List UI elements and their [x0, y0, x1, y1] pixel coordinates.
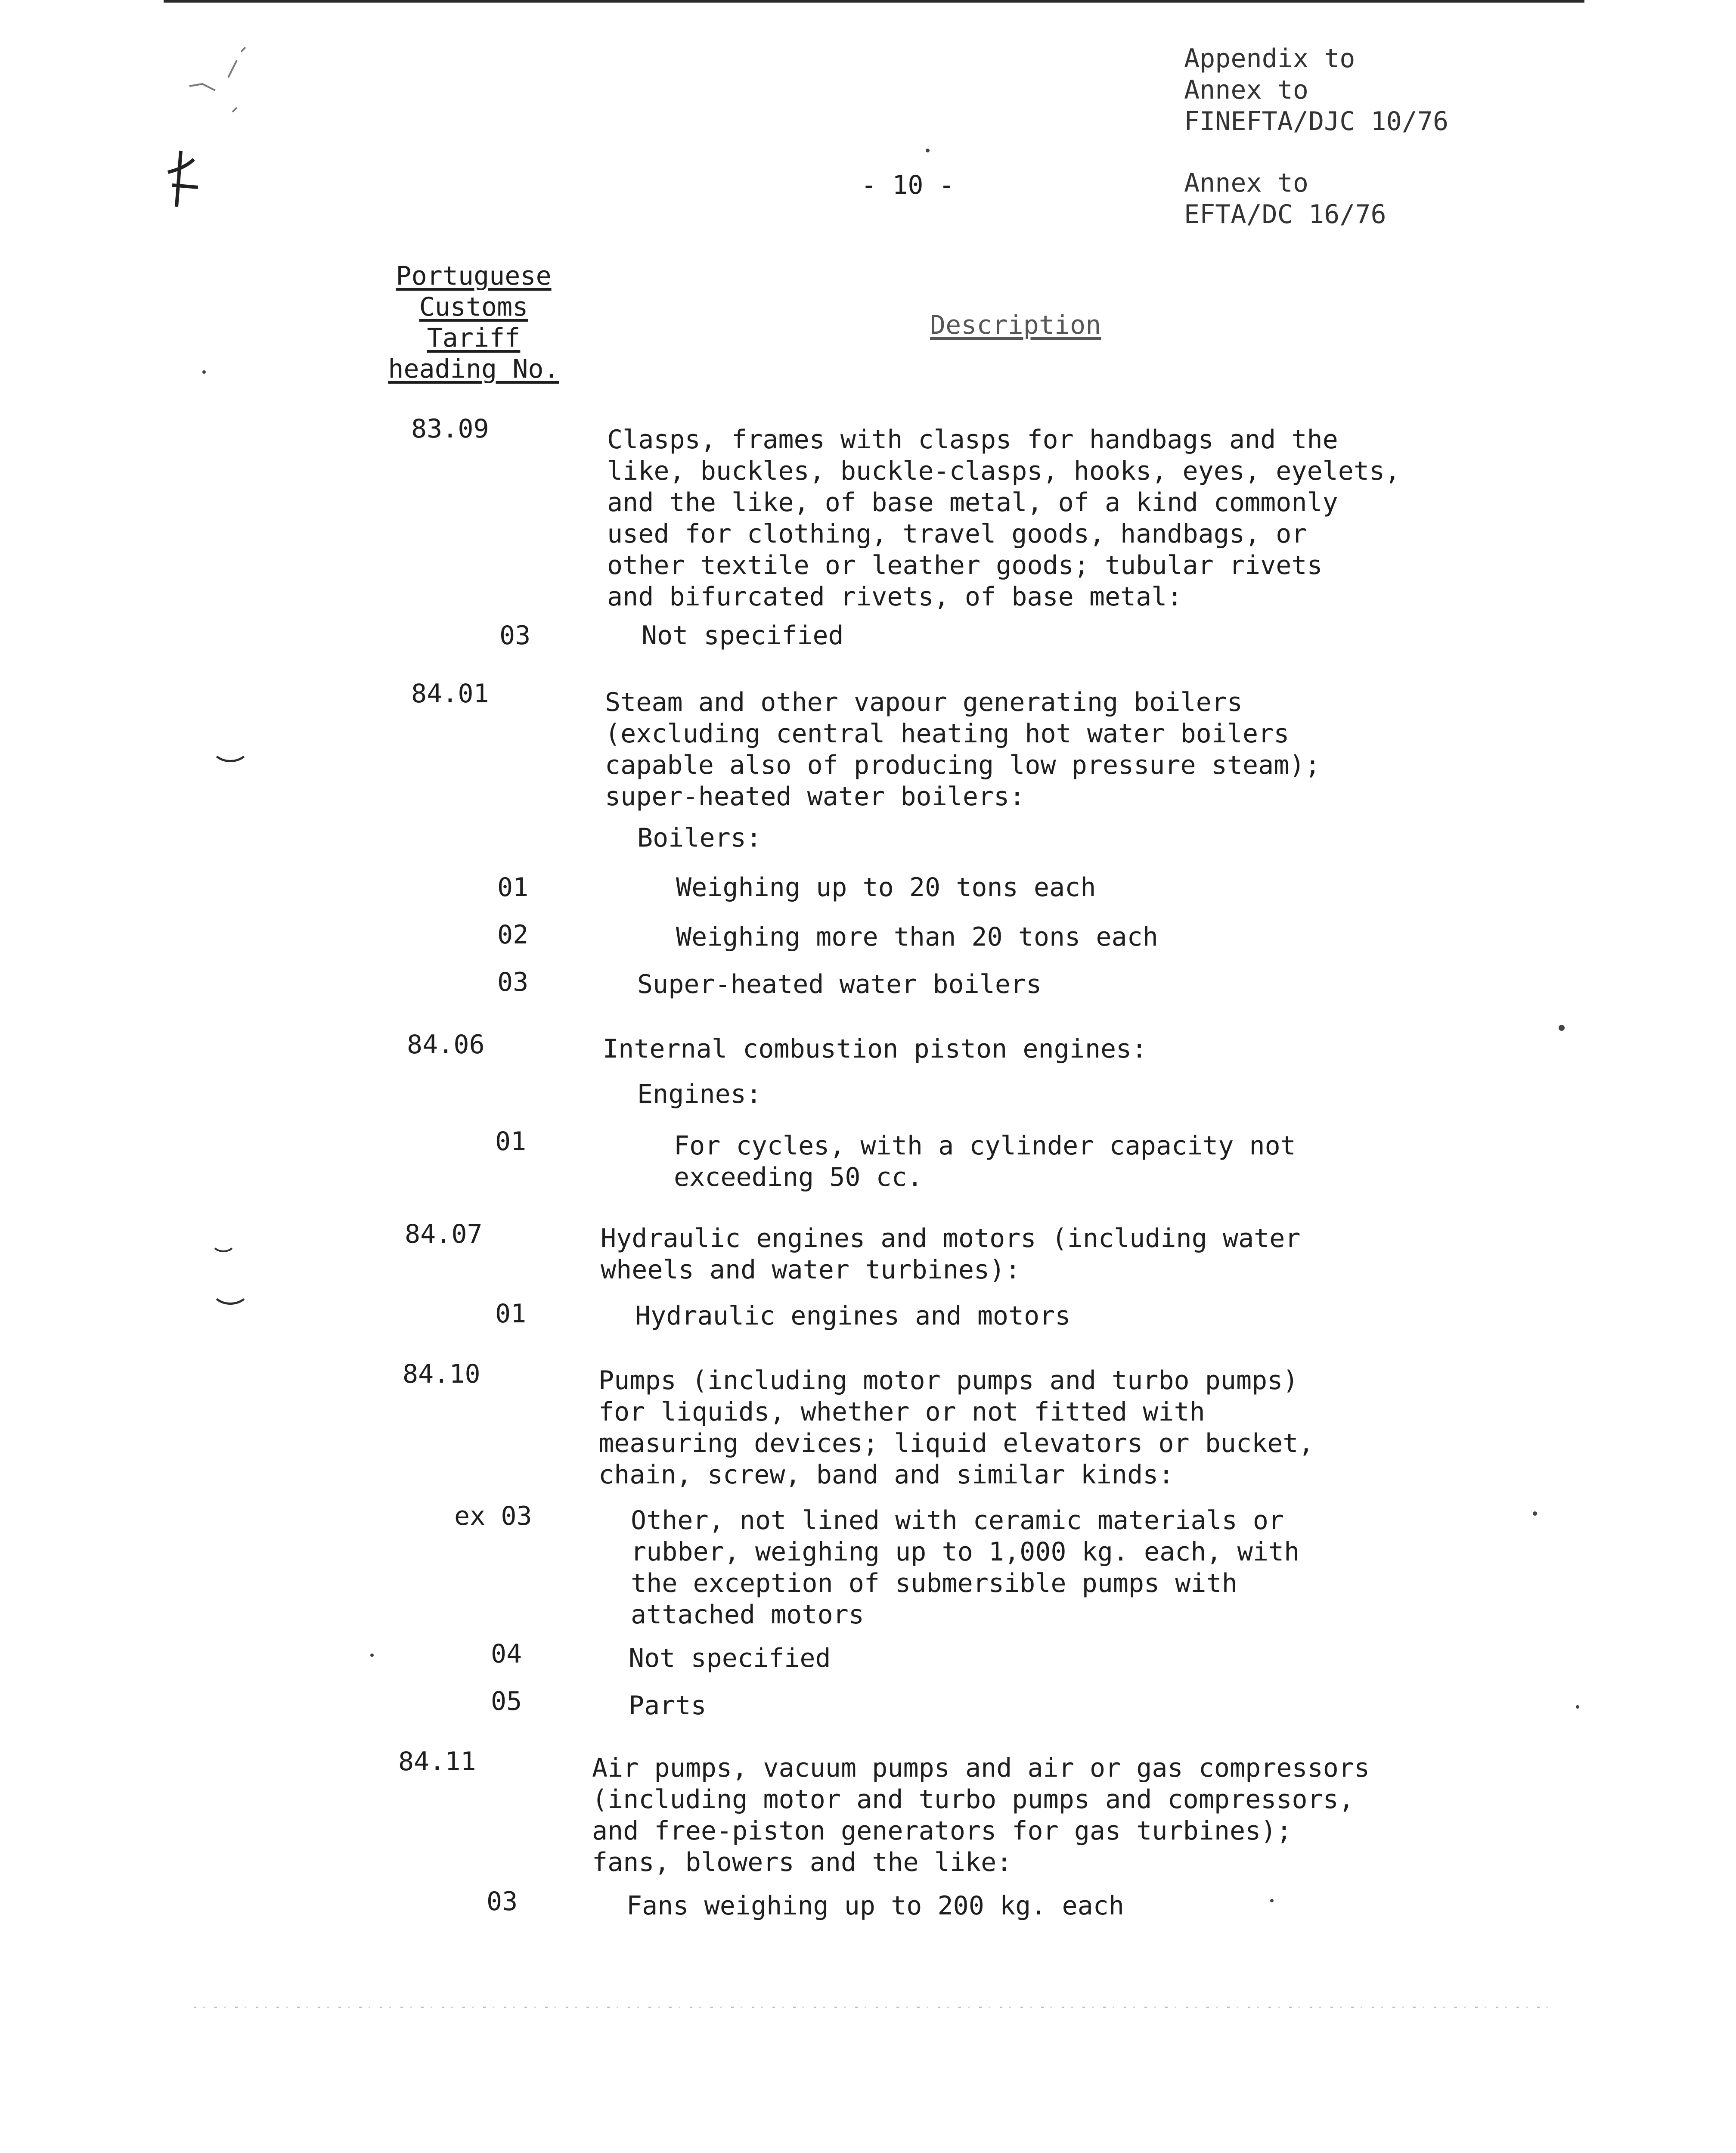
speck [1576, 1705, 1579, 1709]
hole-punch-mark-icon [211, 732, 250, 762]
speck [1533, 1511, 1537, 1516]
ref-line: Annex to [1184, 168, 1308, 198]
entry-description [601, 1223, 1526, 1286]
description-line: attached motors [631, 1600, 864, 1630]
handwritten-mark-icon [164, 146, 215, 211]
entry-description [676, 921, 1602, 953]
description-line: Other, not lined with ceramic materials or [631, 1505, 1284, 1536]
tariff-column-heading [379, 261, 568, 385]
description-line: and bifurcated rivets, of base metal: [607, 582, 1183, 612]
description-line: fans, blowers and the like: [592, 1847, 1012, 1877]
description-line: Internal combustion piston engines: [603, 1034, 1147, 1064]
description-line: for liquids, whether or not fitted with [598, 1397, 1205, 1427]
description-line: Fans weighing up to 200 kg. each [626, 1891, 1124, 1921]
description-line: and the like, of base metal, of a kind commonly [607, 487, 1338, 518]
description-heading: Description [930, 310, 1101, 340]
entry-description [635, 1300, 1561, 1332]
page-number: - 10 - [861, 170, 955, 200]
tariff-code: 03 [499, 620, 531, 651]
scribble-icon [177, 34, 263, 129]
tariff-code: 04 [491, 1639, 522, 1669]
entry-description [637, 822, 1563, 854]
tariff-code: ex 03 [454, 1501, 532, 1531]
reference-block [1184, 43, 1448, 230]
tariff-code: 01 [495, 1299, 527, 1329]
description-line: measuring devices; liquid elevators or bucket, [598, 1428, 1314, 1458]
tariff-code: 03 [497, 967, 529, 997]
description-line: capable also of producing low pressure steam); [605, 750, 1321, 780]
col-head-line: Customs [419, 292, 528, 322]
speck [370, 1654, 374, 1657]
description-line: exceeding 50 cc. [674, 1162, 923, 1192]
description-line: Not specified [629, 1643, 831, 1673]
entry-description [642, 620, 1567, 651]
ref-line: EFTA/DC 16/76 [1184, 199, 1386, 230]
description-line: Steam and other vapour generating boilers [605, 687, 1243, 717]
ref-line: Annex to [1184, 75, 1308, 105]
ref-line: FINEFTA/DJC 10/76 [1184, 106, 1449, 137]
description-line: the exception of submersible pumps with [631, 1568, 1237, 1598]
description-line: like, buckles, buckle-clasps, hooks, eyes, eyelets, [607, 456, 1401, 486]
scan-noise-line [194, 2007, 1550, 2008]
entry-description [631, 1505, 1556, 1631]
entry-description [629, 1643, 1554, 1674]
description-line: used for clothing, travel goods, handbags, or [607, 519, 1307, 549]
description-line: Pumps (including motor pumps and turbo pumps) [598, 1365, 1299, 1396]
col-head-line: Tariff [427, 323, 521, 353]
speck [1559, 1025, 1565, 1031]
speck [202, 370, 206, 374]
top-rule [164, 0, 1584, 3]
description-line: rubber, weighing up to 1,000 kg. each, with [631, 1537, 1300, 1567]
description-line: Weighing up to 20 tons each [676, 872, 1096, 903]
description-line: Parts [629, 1691, 707, 1721]
description-line: Hydraulic engines and motors (including water [601, 1223, 1301, 1253]
description-line: Air pumps, vacuum pumps and air or gas compressors [592, 1753, 1370, 1783]
entry-description [629, 1690, 1554, 1722]
description-line: wheels and water turbines): [601, 1255, 1021, 1285]
description-line: Super-heated water boilers [637, 969, 1042, 999]
col-head-line: Portuguese [396, 261, 552, 291]
entry-description [607, 424, 1533, 613]
tariff-code: 05 [491, 1686, 522, 1716]
description-line: Hydraulic engines and motors [635, 1301, 1071, 1331]
description-line: and free-piston generators for gas turbines); [592, 1816, 1292, 1846]
tariff-code: 01 [495, 1126, 527, 1157]
entry-description [637, 1079, 1563, 1110]
description-line: Engines: [637, 1079, 762, 1109]
description-line: Clasps, frames with clasps for handbags and the [607, 425, 1338, 455]
tariff-code: 84.06 [407, 1030, 485, 1060]
description-line: chain, screw, band and similar kinds: [598, 1460, 1174, 1490]
hole-punch-mark-icon [211, 1275, 250, 1305]
tariff-code: 02 [497, 920, 529, 950]
ref-line: Appendix to [1184, 43, 1355, 74]
tariff-code: 84.01 [411, 679, 489, 709]
tariff-code: 84.10 [403, 1359, 480, 1389]
description-line: Boilers: [637, 823, 762, 853]
tariff-code: 03 [487, 1886, 518, 1917]
col-head-line: heading No. [388, 354, 559, 384]
entry-description [637, 969, 1563, 1000]
tariff-code: 84.07 [405, 1219, 483, 1249]
tariff-code: 01 [497, 872, 529, 903]
speck [1270, 1899, 1274, 1902]
entry-description [626, 1890, 1552, 1922]
tariff-code: 84.11 [398, 1747, 476, 1777]
description-line: Weighing more than 20 tons each [676, 922, 1158, 952]
hole-punch-mark-icon [211, 1232, 236, 1252]
entry-description [598, 1365, 1524, 1491]
description-line: Not specified [642, 620, 844, 651]
description-line: other textile or leather goods; tubular rivets [607, 550, 1323, 580]
description-line: (including motor and turbo pumps and compressors, [592, 1784, 1355, 1815]
entry-description [592, 1753, 1518, 1878]
entry-description [674, 1130, 1600, 1193]
tariff-code: 83.09 [411, 414, 489, 444]
description-line: For cycles, with a cylinder capacity not [674, 1131, 1296, 1161]
description-line: (excluding central heating hot water boilers [605, 719, 1290, 749]
entry-description [676, 872, 1602, 903]
entry-description [605, 687, 1531, 813]
description-line: super-heated water boilers: [605, 782, 1025, 812]
entry-description [603, 1033, 1528, 1065]
speck [926, 149, 930, 152]
